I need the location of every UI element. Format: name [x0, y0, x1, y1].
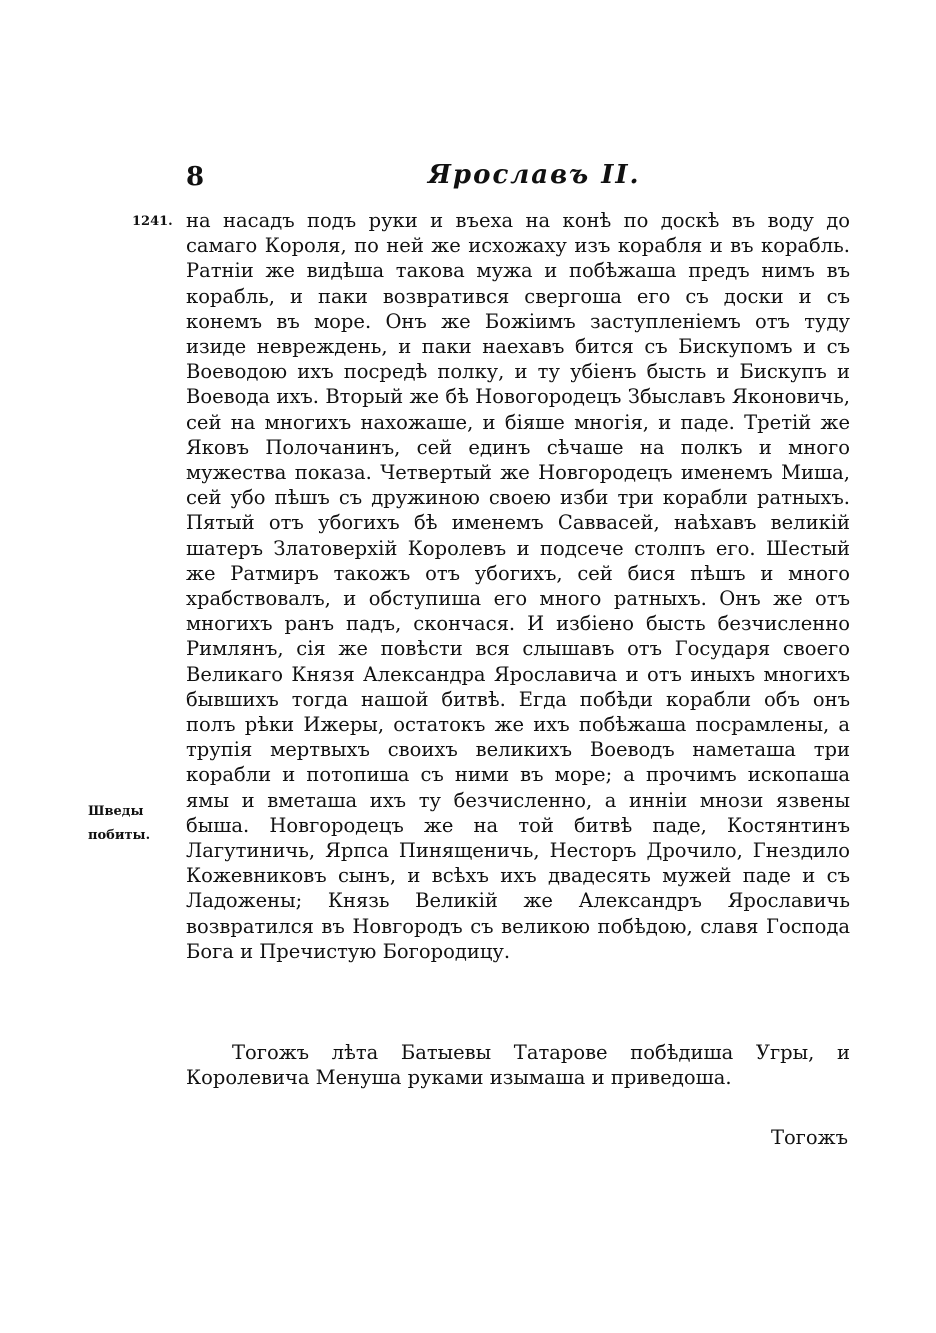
body-paragraph-1: на насадъ подъ руки и въеха на конѣ по доскѣ въ воду до самаго Короля, по ней же исхожаху изъ корабля и въ корабль. Ратніи же видѣша такова мужа и побѣжаша предъ нимъ въ корабль, и паки возвратився свергоша его съ доски и съ конемъ въ море. Онъ же Божіимъ заступленіемъ отъ туду изиде невреждень, и паки наехавъ бится съ Бискупомъ и съ Воеводою ихъ посредѣ полку, и ту убіенъ бысть и Бискупъ и Воевода ихъ. Вторый же бѣ Новогородецъ Збыславъ Яконовичь, сей на многихъ нахожаше, и біяше многія, и паде. Третій же Яковъ Полочанинъ, сей единъ сѣчаше на полкъ и много мужества показа. Четвертый же Новгородецъ именемъ Миша, сей убо пѣшъ съ дружиною своею изби три корабли ратныхъ. Пятый отъ убогихъ бѣ именемъ Саввасей, наѣхавъ великій шатеръ Златоверхій Королевъ и подсече столпъ его. Шестый же Ратмиръ такожъ отъ убогихъ, сей бися пѣшъ и много храбствовалъ, и обступиша его много ратныхъ. Онъ же отъ многихъ ранъ падъ, скончася. И избіено бысть безчисленно Римлянъ, сія же повѣсти вся слышавъ отъ Государя своего Великаго Князя Александра Ярославича и отъ иныхъ многихъ бывшихъ тогда нашой битвѣ. Егда побѣди корабли объ онъ полъ рѣки Ижеры, остатокъ же ихъ побѣжаша посрамлены, а трупія мертвыхъ своихъ великихъ Воеводъ наметаша три корабли и потопиша съ ними въ море; а прочимъ ископаша ямы и вметаша ихъ ту безчисленно, а инніи мнози язвены быша. Новгородецъ же на той битвѣ паде, Костянтинъ Лагутиничь, Ярпса Пинященичь, Несторъ Дрочило, Гнездило Кожевниковъ сынъ, и всѣхъ ихъ двадесять мужей паде и съ Ладожены; Князь Великій же Александръ Ярославичь возвратился въ Новгородъ съ великою побѣдою, славя Господа Бога и Пречистую Богородицу. [186, 209, 850, 963]
margin-note: Шведы побиты. [88, 804, 151, 843]
catchword: Тогожъ [770, 1126, 848, 1149]
body-paragraph-2: Тогожъ лѣта Батыевы Татарове побѣдиша Угры, и Королевича Менуша руками изымаша и приведоша. [186, 1041, 850, 1090]
page-number: 8 [186, 162, 205, 192]
margin-year: 1241. [132, 214, 173, 229]
running-title: Ярославъ II. [428, 160, 641, 190]
